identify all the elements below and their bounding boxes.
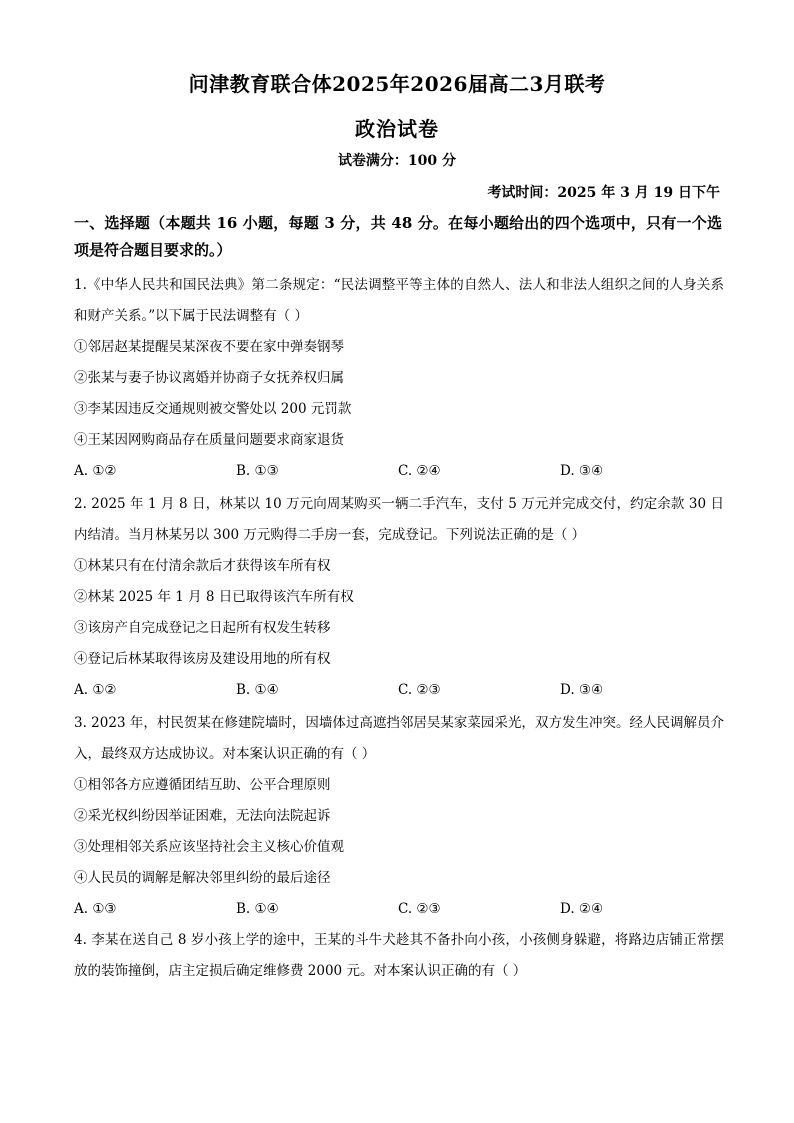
statement-option: ③李某因违反交通规则被交警处以 200 元罚款 (74, 401, 352, 417)
exam-title: 问津教育联合体2025年2026届高二3月联考 (188, 72, 606, 96)
choice-a: A. ①② (74, 463, 117, 479)
exam-score: 试卷满分：100 分 (337, 153, 457, 169)
choice-a: A. ①② (74, 682, 117, 698)
statement-option: ①相邻各方应遵循团结互助、公平合理原则 (74, 777, 331, 793)
choice-c: C. ②③ (398, 901, 441, 917)
question-stem: 4. 李某在送自己 8 岁小孩上学的途中，王某的斗牛犬趁其不备扑向小孩，小孩侧身躲避，将路边店铺正常摆放的装饰撞倒，店主定损后确定维修费 2000 元。对本案认识正确的有（ ） (74, 932, 724, 979)
section-heading: 一、选择题（本题共 16 小题，每题 3 分，共 48 分。在每小题给出的四个选项中，只有一个选项是符合题目要求的。） (74, 214, 722, 259)
question-3 (74, 708, 724, 925)
statement-option: ④登记后林某取得该房及建设用地的所有权 (74, 651, 331, 667)
choice-b: B. ①④ (236, 682, 279, 698)
answer-choices (74, 675, 724, 706)
statement-option: ②林某 2025 年 1 月 8 日已取得该汽车所有权 (74, 589, 354, 605)
question-2 (74, 489, 724, 706)
choice-d: D. ②④ (560, 901, 604, 917)
question-1 (74, 270, 724, 487)
choice-d: D. ③④ (560, 682, 604, 698)
choice-d: D. ③④ (560, 463, 604, 479)
choice-c: C. ②③ (398, 682, 441, 698)
question-stem: 1.《中华人民共和国民法典》第二条规定：“民法调整平等主体的自然人、法人和非法人组织之间的人身关系和财产关系。”以下属于民法调整有（ ） (74, 277, 724, 324)
statement-option: ③该房产自完成登记之日起所有权发生转移 (74, 620, 331, 636)
statement-option: ②采光权纠纷因举证困难，无法向法院起诉 (74, 808, 331, 824)
question-stem: 3. 2023 年，村民贺某在修建院墙时，因墙体过高遮挡邻居吴某家菜园采光，双方发生冲突。经人民调解员介入，最终双方达成协议。对本案认识正确的有（ ） (74, 715, 724, 762)
choice-b: B. ①④ (236, 901, 279, 917)
choice-a: A. ①③ (74, 901, 117, 917)
statement-option: ④人民员的调解是解决邻里纠纷的最后途径 (74, 870, 331, 886)
question-list (74, 270, 724, 987)
question-stem: 2. 2025 年 1 月 8 日，林某以 10 万元向周某购买一辆二手汽车，支付 5 万元并完成交付，约定余款 30 日内结清。当月林某另以 300 万元购得二手房一套，完成登记。下列说法正确的是（ ） (74, 496, 724, 543)
choice-b: B. ①③ (236, 463, 279, 479)
statement-option: ①林某只有在付清余款后才获得该车所有权 (74, 558, 331, 574)
exam-subject: 政治试卷 (355, 117, 439, 141)
answer-choices (74, 894, 724, 925)
exam-time: 考试时间：2025 年 3 月 19 日下午 (487, 185, 720, 201)
answer-choices (74, 456, 724, 487)
question-4 (74, 925, 724, 987)
choice-c: C. ②④ (398, 463, 441, 479)
statement-option: ④王某因网购商品存在质量问题要求商家退货 (74, 432, 344, 448)
statement-option: ①邻居赵某提醒吴某深夜不要在家中弹奏钢琴 (74, 339, 344, 355)
statement-option: ②张某与妻子协议离婚并协商子女抚养权归属 (74, 370, 344, 386)
statement-option: ③处理相邻关系应该坚持社会主义核心价值观 (74, 839, 344, 855)
